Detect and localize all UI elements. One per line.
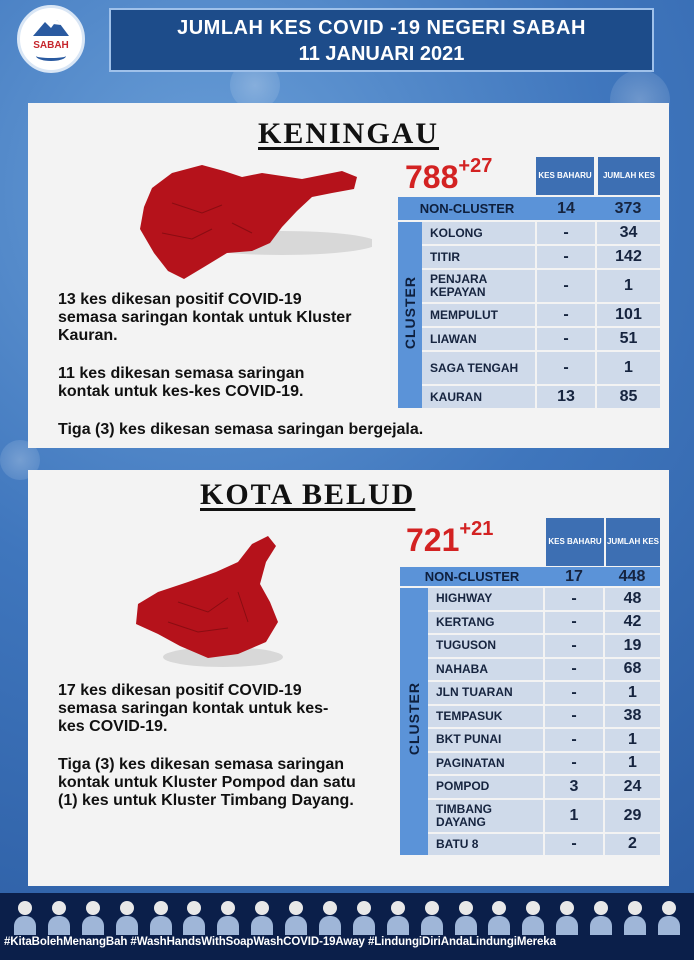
kota-belud-note-1: 17 kes dikesan positif COVID-19 semasa saringan kontak untuk kes-kes COVID-19. <box>58 682 329 735</box>
cluster-total: 1 <box>604 752 660 776</box>
cluster-total: 85 <box>596 385 660 409</box>
cluster-name: BKT PUNAI <box>428 728 544 752</box>
district-title: KOTA BELUD <box>200 478 416 511</box>
cluster-name: KAURAN <box>422 385 536 409</box>
cluster-total: 51 <box>596 327 660 351</box>
cluster-total: 1 <box>604 681 660 705</box>
cluster-name: TIMBANG DAYANG <box>428 799 544 833</box>
cluster-new: - <box>544 705 604 729</box>
cluster-new: - <box>536 269 596 303</box>
logo-swoosh <box>36 51 66 61</box>
person-icon <box>14 901 36 935</box>
cluster-new: - <box>544 658 604 682</box>
cluster-name: PENJARA KEPAYAN <box>422 269 536 303</box>
cluster-name: NAHABA <box>428 658 544 682</box>
total-value: 788 <box>405 159 459 195</box>
table-row <box>400 587 660 611</box>
table-row <box>398 327 660 351</box>
cluster-new: - <box>544 833 604 857</box>
non-cluster-new: 14 <box>536 197 596 221</box>
cluster-total: 29 <box>604 799 660 833</box>
keningau-map-icon <box>132 163 372 283</box>
keningau-panel <box>28 103 669 448</box>
increase-value: +21 <box>459 518 494 540</box>
cluster-total: 1 <box>596 351 660 385</box>
person-icon <box>217 901 239 935</box>
cluster-total: 68 <box>604 658 660 682</box>
cluster-name: KERTANG <box>428 611 544 635</box>
cluster-name: TUGUSON <box>428 634 544 658</box>
increase-value: +27 <box>458 155 493 177</box>
table-row <box>398 351 660 385</box>
cluster-name: JLN TUARAN <box>428 681 544 705</box>
cluster-name: KOLONG <box>422 221 536 245</box>
hashtags: #KitaBolehMenangBah #WashHandsWithSoapWashCOVID-19Away #LindungiDiriAndaLindungiMereka <box>4 936 556 948</box>
person-icon <box>116 901 138 935</box>
table-row <box>398 385 660 409</box>
cluster-new: - <box>544 611 604 635</box>
cluster-new: - <box>544 728 604 752</box>
cluster-new: - <box>536 351 596 385</box>
cluster-total: 48 <box>604 587 660 611</box>
kota-belud-note-2: Tiga (3) kes dikesan semasa saringan kontak untuk Kluster Pompod dan satu (1) kes untuk Kluster Timbang Dayang. <box>58 756 356 809</box>
cluster-name: SAGA TENGAH <box>422 351 536 385</box>
table-row <box>400 681 660 705</box>
cluster-total: 24 <box>604 775 660 799</box>
person-icon <box>150 901 172 935</box>
cluster-total: 1 <box>596 269 660 303</box>
page-title: JUMLAH KES COVID -19 NEGERI SABAH <box>177 17 586 39</box>
cluster-total: 34 <box>596 221 660 245</box>
non-cluster-total: 448 <box>604 567 660 587</box>
cluster-name: HIGHWAY <box>428 587 544 611</box>
cluster-total: 42 <box>604 611 660 635</box>
district-title: KENINGAU <box>258 117 440 150</box>
table-row <box>398 245 660 269</box>
person-icon <box>353 901 375 935</box>
table-row <box>400 634 660 658</box>
non-cluster-row <box>400 567 660 587</box>
cluster-new: - <box>544 634 604 658</box>
new-cases-header: KES BAHARU <box>546 518 604 566</box>
table-row <box>400 658 660 682</box>
logo-text: SABAH <box>33 39 69 51</box>
cluster-new: - <box>544 752 604 776</box>
cluster-name: PAGINATAN <box>428 752 544 776</box>
cluster-label <box>398 221 422 409</box>
person-icon <box>82 901 104 935</box>
kota-belud-map-icon <box>128 532 288 672</box>
cluster-total: 2 <box>604 833 660 857</box>
page-date: 11 JANUARI 2021 <box>298 43 465 65</box>
table-row <box>400 705 660 729</box>
cluster-name: TITIR <box>422 245 536 269</box>
cluster-new: 13 <box>536 385 596 409</box>
person-icon <box>285 901 307 935</box>
cluster-new: - <box>536 327 596 351</box>
cluster-total: 38 <box>604 705 660 729</box>
table-row <box>400 775 660 799</box>
total-cases-header: JUMLAH KES <box>598 157 660 195</box>
table-row <box>398 221 660 245</box>
keningau-note-1: 13 kes dikesan positif COVID-19 semasa saringan kontak untuk Kluster Kauran. <box>58 291 352 344</box>
cluster-new: - <box>536 245 596 269</box>
keningau-note-3: Tiga (3) kes dikesan semasa saringan bergejala. <box>58 421 424 438</box>
table-row <box>400 728 660 752</box>
non-cluster-label: NON-CLUSTER <box>400 567 544 587</box>
cluster-new: 3 <box>544 775 604 799</box>
table-row <box>398 269 660 303</box>
person-icon <box>522 901 544 935</box>
table-row <box>400 833 660 857</box>
cluster-new: - <box>544 681 604 705</box>
non-cluster-label: NON-CLUSTER <box>398 197 536 221</box>
non-cluster-total: 373 <box>596 197 660 221</box>
cluster-new: - <box>544 587 604 611</box>
table-row <box>398 303 660 327</box>
person-icon <box>421 901 443 935</box>
sabah-logo <box>17 5 85 73</box>
person-icon <box>48 901 70 935</box>
kota-belud-cases-table <box>400 567 660 857</box>
person-icon <box>387 901 409 935</box>
total-value: 721 <box>406 522 460 558</box>
person-icon <box>658 901 680 935</box>
kota-belud-panel <box>28 470 669 886</box>
person-icon <box>183 901 205 935</box>
cluster-total: 142 <box>596 245 660 269</box>
cluster-new: - <box>536 221 596 245</box>
cluster-total: 101 <box>596 303 660 327</box>
person-icon <box>488 901 510 935</box>
keningau-note-2: 11 kes dikesan semasa saringan kontak untuk kes-kes COVID-19. <box>58 365 305 400</box>
cluster-total: 1 <box>604 728 660 752</box>
table-row <box>400 799 660 833</box>
page-header <box>109 8 654 72</box>
person-icon <box>455 901 477 935</box>
total-cases-header: JUMLAH KES <box>606 518 660 566</box>
cluster-label-text: CLUSTER <box>402 275 418 350</box>
mountain-icon <box>31 18 71 38</box>
person-icon <box>590 901 612 935</box>
cluster-name: LIAWAN <box>422 327 536 351</box>
cluster-total: 19 <box>604 634 660 658</box>
cluster-new: 1 <box>544 799 604 833</box>
total-cases <box>406 518 494 559</box>
non-cluster-new: 17 <box>544 567 604 587</box>
cluster-label <box>400 587 428 856</box>
person-icon <box>624 901 646 935</box>
table-row <box>400 752 660 776</box>
table-row <box>400 611 660 635</box>
person-icon <box>556 901 578 935</box>
cluster-label-text: CLUSTER <box>406 682 422 756</box>
frontliners-illustration <box>8 897 686 935</box>
cluster-name: TEMPASUK <box>428 705 544 729</box>
keningau-cases-table <box>398 197 660 410</box>
non-cluster-row <box>398 197 660 221</box>
person-icon <box>251 901 273 935</box>
cluster-name: POMPOD <box>428 775 544 799</box>
cluster-name: BATU 8 <box>428 833 544 857</box>
person-icon <box>319 901 341 935</box>
total-cases <box>405 155 493 196</box>
cluster-name: MEMPULUT <box>422 303 536 327</box>
cluster-new: - <box>536 303 596 327</box>
new-cases-header: KES BAHARU <box>536 157 594 195</box>
footer-banner <box>0 893 694 960</box>
